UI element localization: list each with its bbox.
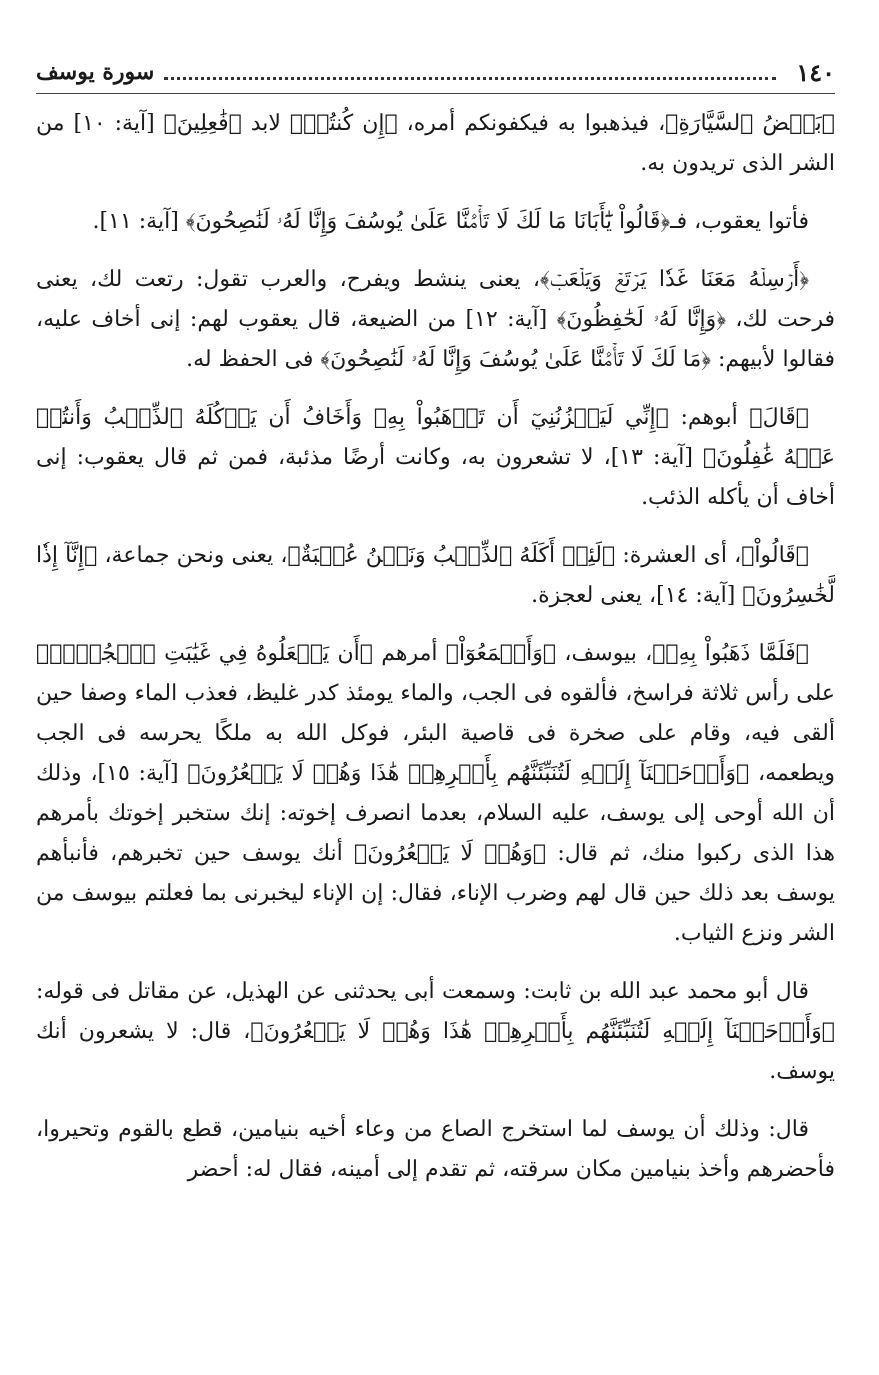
paragraph-4: ﴿قَالَ﴾ أبوهم: ﴿إِنِّي لَيَحۡزُنُنِيٓ أَن تَذۡهَبُواْ بِهِۦ وَأَخَافُ أَن يَأۡكُلَهُ ٱلذِّئۡبُ وَأَنتُمۡ عَنۡهُ غَٰفِلُونَ﴾ [آية: ١٣]، لا تشعرون به، وكانت أرضًا مذئبة، فمن ثم قال يعقوب: إنى أخاف أن يأكله الذئب.	[36, 405, 835, 510]
paragraph-3: ﴿أَرۡسِلۡهُ مَعَنَا غَدٗا يَرۡتَعۡ وَيَلۡعَبۡ﴾، يعنى ينشط ويفرح، والعرب تقول: رتعت لك، يعنى فرحت لك، ﴿وَإِنَّا لَهُۥ لَحَٰفِظُونَ﴾ [آية: ١٢] من الضيعة، قال يعقوب لهم: إنى أخاف عليه، فقالوا لأبيهم: ﴿مَا لَكَ لَا تَأۡمَ۫نَّا عَلَىٰ يُوسُفَ وَإِنَّا لَهُۥ لَنَٰصِحُونَ﴾ فى الحفظ له.	[36, 267, 836, 372]
paragraph-7: قال أبو محمد عبد الله بن ثابت: وسمعت أبى يحدثنى عن الهذيل، عن مقاتل فى قوله: ﴿وَأَوۡحَيۡنَآ إِلَيۡهِ لَتُنَبِّئَنَّهُم بِأَمۡرِهِمۡ هَٰذَا وَهُمۡ لَا يَشۡعُرُونَ﴾، قال: لا يشعرون أنك يوسف.	[36, 979, 835, 1084]
paragraph-2: فأتوا يعقوب، فـ﴿قَالُواْ يَٰٓأَبَانَا مَا لَكَ لَا تَأۡمَ۫نَّا عَلَىٰ يُوسُفَ وَإِنَّا لَهُۥ لَنَٰصِحُونَ﴾ [آية: ١١].	[92, 209, 809, 234]
paragraph-8: قال: وذلك أن يوسف لما استخرج الصاع من وعاء أخيه بنيامين، قطع بالقوم وتحيروا، فأحضرهم وأخذ بنيامين مكان سرقته، ثم تقدم إلى أمينه، فقال له: أحضر	[36, 1117, 835, 1182]
page-body	[36, 104, 835, 1208]
page-number: ١٤٠	[796, 57, 835, 87]
header-rule	[36, 93, 835, 94]
surah-title: سورة يوسف	[36, 59, 155, 85]
header-dot-leader	[164, 77, 776, 80]
page-header	[36, 54, 835, 90]
paragraph-6: ﴿فَلَمَّا ذَهَبُواْ بِهِۦ﴾، بيوسف، ﴿وَأَجۡمَعُوٓاْ﴾ أمرهم ﴿أَن يَجۡعَلُوهُ فِي غَيَٰبَتِ ٱلۡجُبِّۚ﴾ على رأس ثلاثة فراسخ، فألقوه فى الجب، والماء يومئذ كدر غليظ، فعذب الماء وصفا حين ألقى فيه، وقام على صخرة فى قاصية البئر، فوكل الله به ملكًا يحرسه فى الجب ويطعمه، ﴿وَأَوۡحَيۡنَآ إِلَيۡهِ لَتُنَبِّئَنَّهُم بِأَمۡرِهِمۡ هَٰذَا وَهُمۡ لَا يَشۡعُرُونَ﴾ [آية: ١٥]، وذلك أن الله أوحى إلى يوسف، عليه السلام، بعدما انصرف إخوته: إنك ستخبر إخوتك بأمرهم هذا الذى ركبوا منك، ثم قال: ﴿وَهُمۡ لَا يَشۡعُرُونَ﴾ أنك يوسف حين تخبرهم، فأنبأهم يوسف بعد ذلك حين قال لهم وضرب الإناء، فقال: إن الإناء ليخبرنى بما فعلتم بيوسف من الشر ونزع الثياب.	[36, 641, 835, 946]
paragraph-1: ﴿بَعۡضُ ٱلسَّيَّارَةِ﴾، فيذهبوا به فيكفونكم أمره، ﴿إِن كُنتُمۡ﴾ لابد ﴿فَٰعِلِينَ﴾ [آية: ١٠] من الشر الذى تريدون به.	[36, 111, 836, 176]
paragraph-5: ﴿قَالُواْ﴾، أى العشرة: ﴿لَئِنۡ أَكَلَهُ ٱلذِّئۡبُ وَنَحۡنُ عُصۡبَةٌ﴾، يعنى ونحن جماعة، ﴿إِنَّآ إِذٗا لَّخَٰسِرُونَ﴾ [آية: ١٤]، يعنى لعجزة.	[36, 543, 835, 608]
